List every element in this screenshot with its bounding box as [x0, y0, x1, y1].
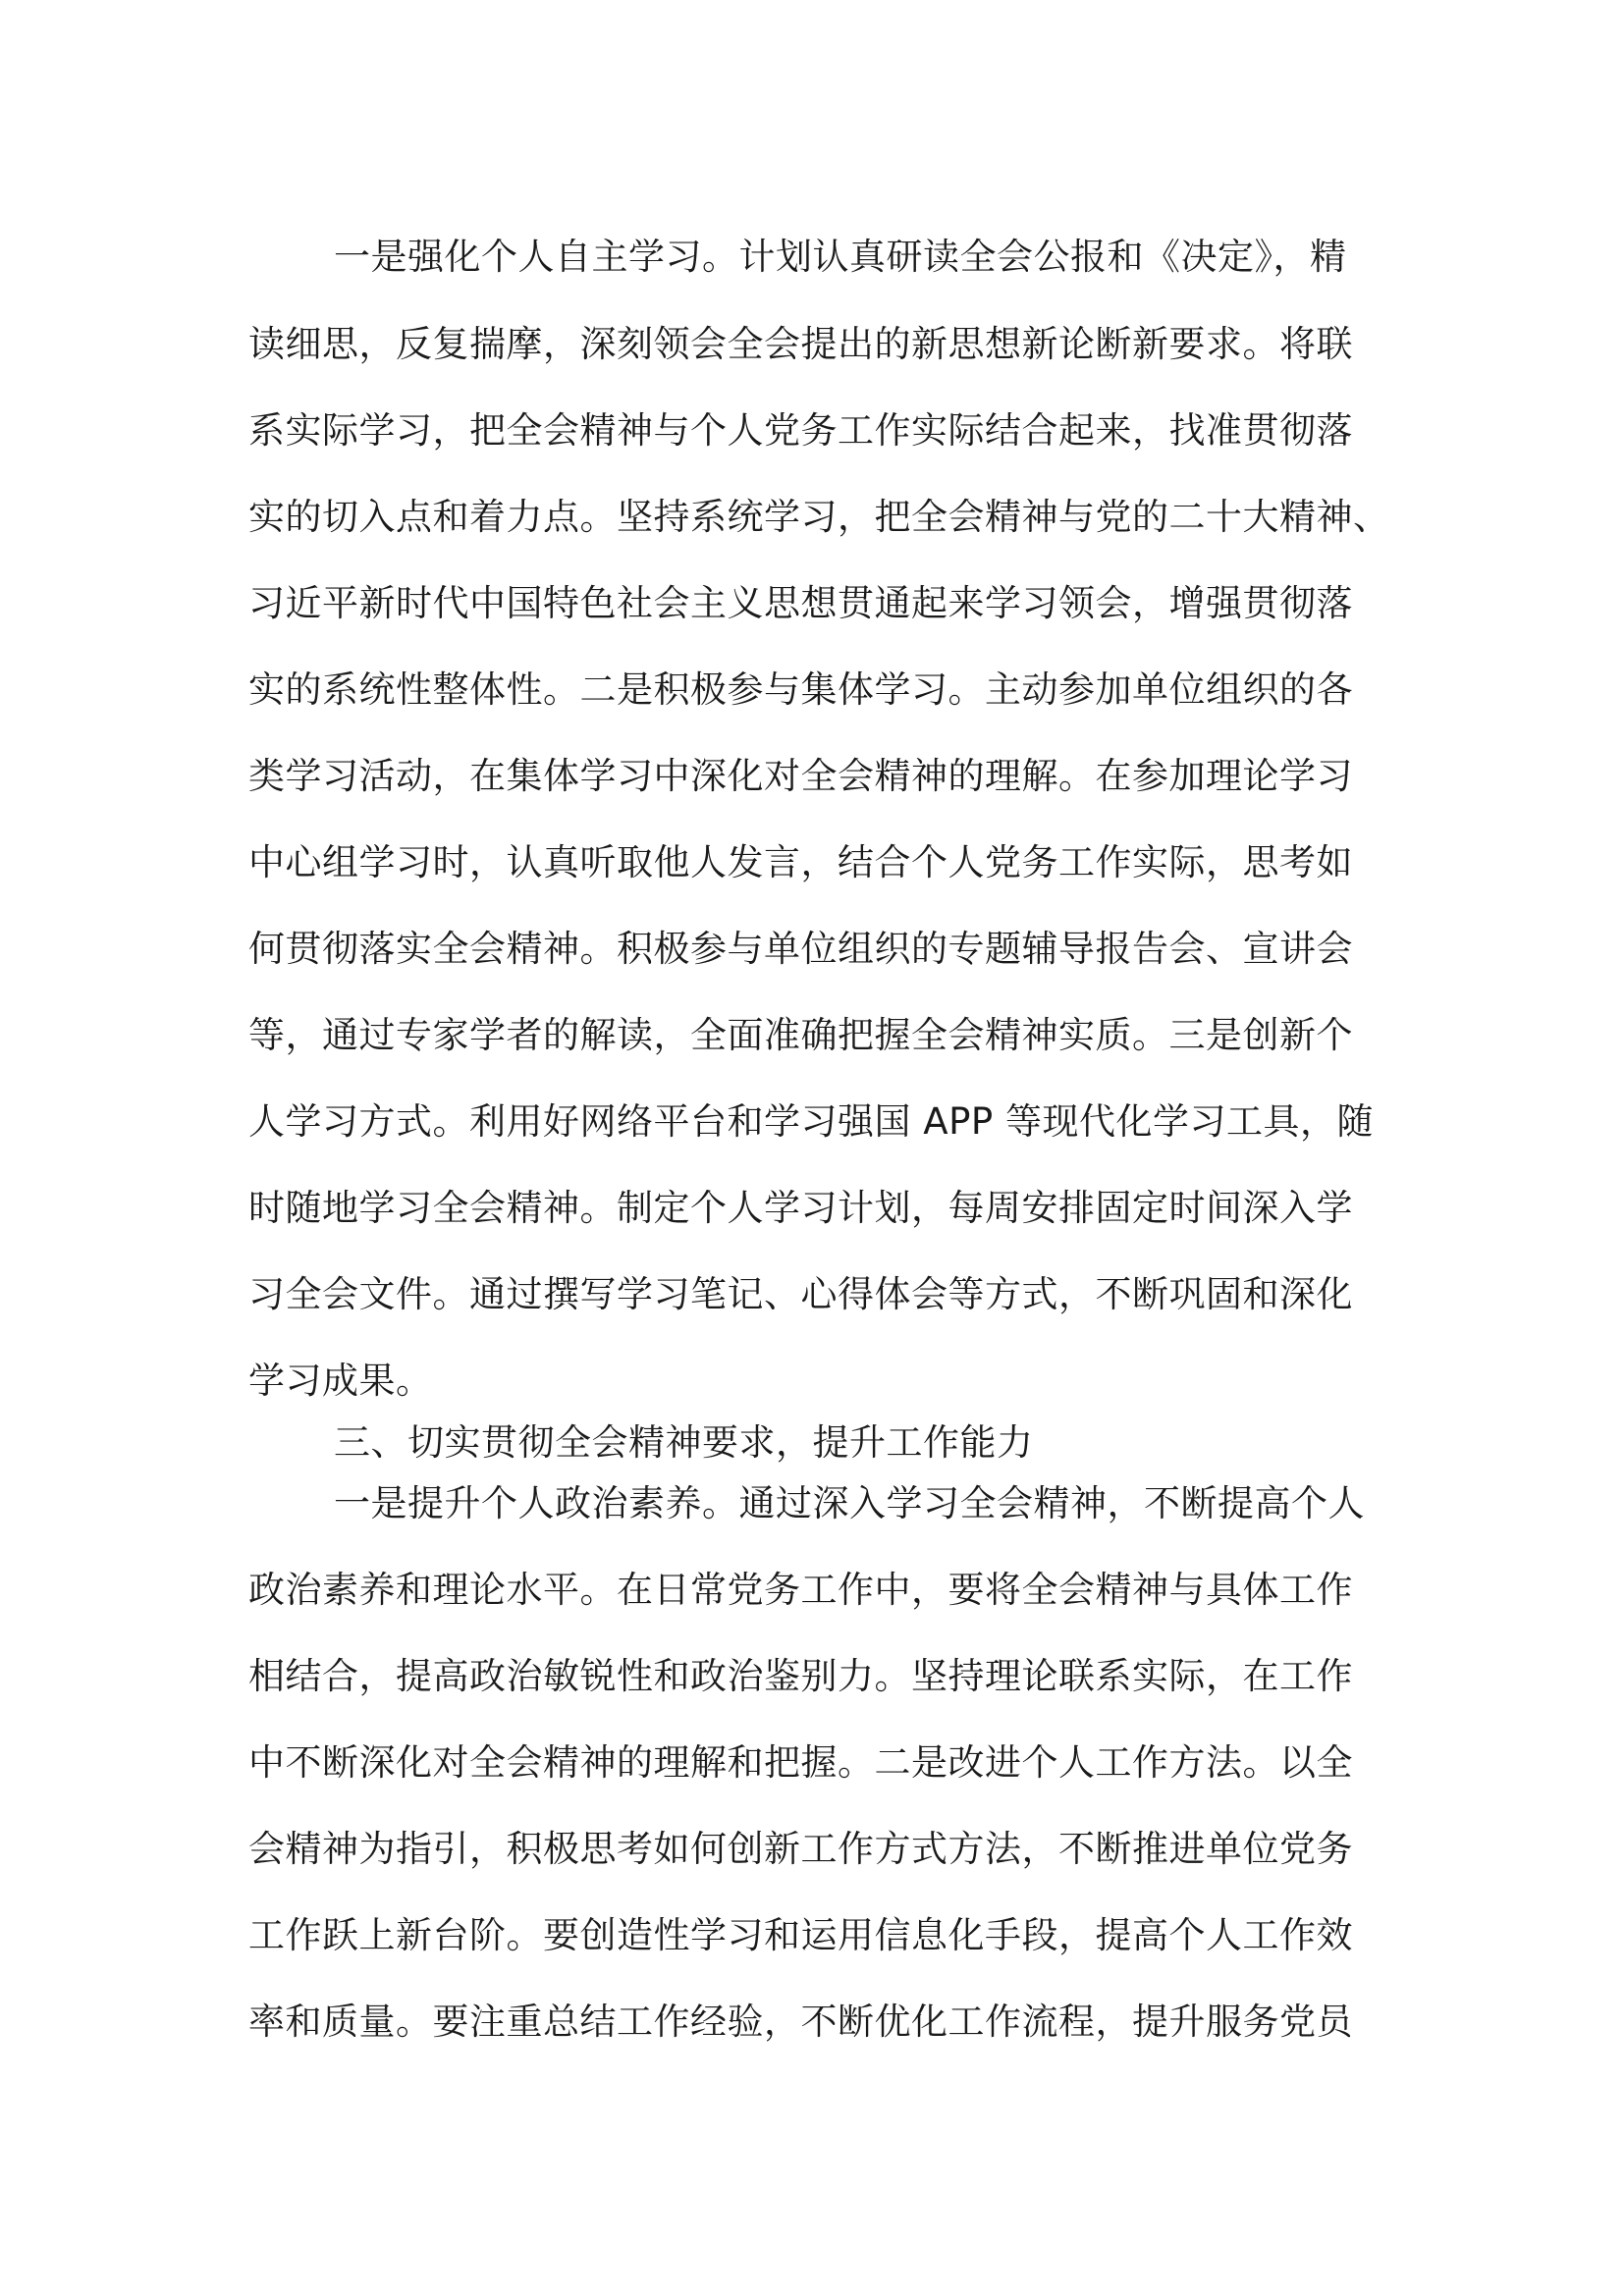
- text-line: 一是强化个人自主学习。计划认真研读全会公报和《决定》，精: [334, 236, 1347, 278]
- text-line: 习全会文件。通过撰写学习笔记、心得体会等方式，不断巩固和深化: [248, 1273, 1353, 1315]
- text-line: 何贯彻落实全会精神。积极参与单位组织的专题辅导报告会、宣讲会: [248, 928, 1353, 970]
- text-line: 时随地学习全会精神。制定个人学习计划，每周安排固定时间深入学: [248, 1187, 1353, 1229]
- text-line: 中心组学习时，认真听取他人发言，结合个人党务工作实际，思考如: [248, 841, 1353, 883]
- text-line: 类学习活动，在集体学习中深化对全会精神的理解。在参加理论学习: [248, 755, 1353, 797]
- text-line: 读细思，反复揣摩，深刻领会全会提出的新思想新论断新要求。将联: [248, 323, 1353, 365]
- text-line: 习近平新时代中国特色社会主义思想贯通起来学习领会，增强贯彻落: [248, 582, 1353, 624]
- text-line: 实的系统性整体性。二是积极参与集体学习。主动参加单位组织的各: [248, 668, 1353, 711]
- text-line: 人学习方式。利用好网络平台和学习强国 APP 等现代化学习工具，随: [248, 1100, 1374, 1143]
- text-line: 学习成果。: [248, 1360, 433, 1402]
- text-line: 工作跃上新台阶。要创造性学习和运用信息化手段，提高个人工作效: [248, 1914, 1353, 1956]
- text-line: 率和质量。要注重总结工作经验，不断优化工作流程，提升服务党员: [248, 2001, 1353, 2043]
- section-heading: 三、切实贯彻全会精神要求，提升工作能力: [334, 1421, 1034, 1464]
- text-line: 一是提升个人政治素养。通过深入学习全会精神，不断提高个人: [334, 1482, 1365, 1524]
- text-line: 会精神为指引，积极思考如何创新工作方式方法，不断推进单位党务: [248, 1828, 1353, 1870]
- text-line: 等，通过专家学者的解读，全面准确把握全会精神实质。三是创新个: [248, 1014, 1353, 1056]
- text-line: 系实际学习，把全会精神与个人党务工作实际结合起来，找准贯彻落: [248, 409, 1353, 452]
- text-line: 政治素养和理论水平。在日常党务工作中，要将全会精神与具体工作: [248, 1569, 1353, 1611]
- text-line: 相结合，提高政治敏锐性和政治鉴别力。坚持理论联系实际，在工作: [248, 1655, 1353, 1697]
- text-line: 实的切入点和着力点。坚持系统学习，把全会精神与党的二十大精神、: [248, 496, 1390, 538]
- text-line: 中不断深化对全会精神的理解和把握。二是改进个人工作方法。以全: [248, 1741, 1353, 1784]
